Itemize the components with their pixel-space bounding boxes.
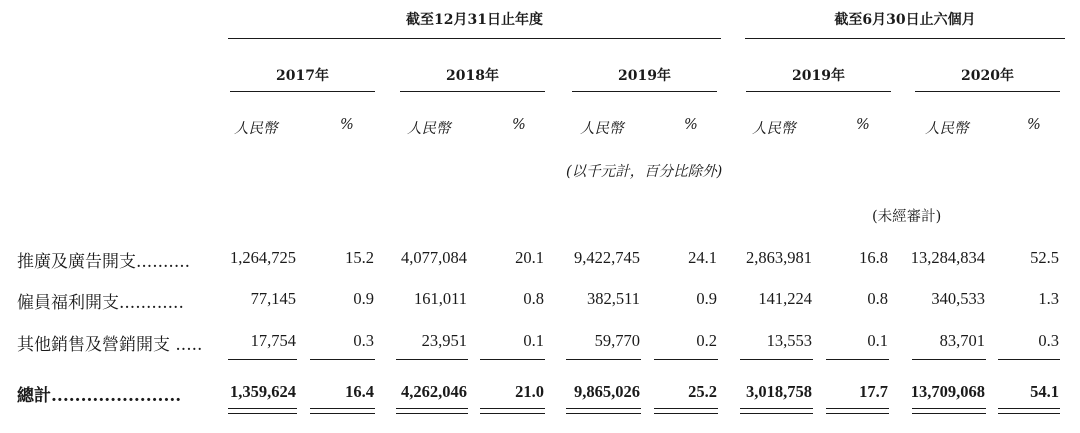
employee-benefit-cell: 0.8	[523, 289, 544, 308]
year-2018: 2018年	[446, 68, 499, 84]
other-selling-marketing-cell: 13,553	[766, 331, 812, 350]
promotion-advertising-label: 推廣及廣告開支..........	[17, 252, 191, 272]
header-half-year: 截至6月30日止六個月	[834, 12, 976, 28]
header-fiscal-year: 截至12月31日止年度	[406, 12, 543, 28]
promotion-advertising-cell: 2,863,981	[746, 248, 812, 267]
year-rule-2020-hy	[915, 91, 1060, 92]
subtotal-rule	[912, 359, 986, 360]
year-rule-2018	[400, 91, 545, 92]
subtotal-rule	[740, 359, 813, 360]
other-selling-marketing-cell: 0.2	[696, 331, 717, 350]
other-selling-marketing-cell: 0.1	[523, 331, 544, 350]
unit-rmb-2020-hy: 人民幣	[925, 121, 969, 137]
year-rule-2017	[230, 91, 375, 92]
total-double-rule	[654, 408, 718, 414]
subtotal-rule	[396, 359, 468, 360]
promotion-advertising-cell: 1,264,725	[230, 248, 296, 267]
employee-benefit-cell: 340,533	[931, 289, 985, 308]
subtotal-rule	[654, 359, 718, 360]
other-selling-marketing-cell: 17,754	[250, 331, 296, 350]
employee-benefit-cell: 77,145	[250, 289, 296, 308]
other-selling-marketing-cell: 83,701	[939, 331, 985, 350]
note-unaudited: (未經審計)	[872, 209, 942, 225]
header-half-year-rule	[745, 38, 1065, 39]
total-double-rule	[998, 408, 1060, 414]
promotion-advertising-cell: 20.1	[515, 248, 544, 267]
employee-benefit-cell: 141,224	[758, 289, 812, 308]
promotion-advertising-cell: 24.1	[688, 248, 717, 267]
other-selling-marketing-cell: 0.3	[353, 331, 374, 350]
total-cell: 21.0	[515, 382, 544, 401]
promotion-advertising-cell: 16.8	[859, 248, 888, 267]
total-double-rule	[826, 408, 889, 414]
subtotal-rule	[826, 359, 889, 360]
year-2020-hy: 2020年	[961, 68, 1014, 84]
other-selling-marketing-cell: 0.1	[867, 331, 888, 350]
year-2019-fy: 2019年	[618, 68, 671, 84]
note-thousands: (以千元計，百分比除外)	[566, 164, 723, 180]
promotion-advertising-cell: 13,284,834	[910, 248, 985, 267]
other-selling-marketing-cell: 0.3	[1038, 331, 1059, 350]
employee-benefit-cell: 0.9	[353, 289, 374, 308]
employee-benefit-label: 僱員福利開支............	[17, 293, 184, 313]
subtotal-rule	[480, 359, 545, 360]
unit-pct-2020-hy: %	[1027, 117, 1041, 133]
other-selling-marketing-label: 其他銷售及營銷開支 .....	[17, 335, 203, 355]
total-double-rule	[228, 408, 297, 414]
total-cell: 13,709,068	[910, 382, 985, 401]
promotion-advertising-cell: 4,077,084	[401, 248, 467, 267]
unit-rmb-2019-fy: 人民幣	[580, 121, 624, 137]
total-cell: 1,359,624	[230, 382, 296, 401]
promotion-advertising-cell: 52.5	[1030, 248, 1059, 267]
subtotal-rule	[998, 359, 1060, 360]
year-2017: 2017年	[276, 68, 329, 84]
total-double-rule	[480, 408, 545, 414]
unit-pct-2019-fy: %	[684, 117, 698, 133]
subtotal-rule	[310, 359, 375, 360]
unit-pct-2017: %	[340, 117, 354, 133]
total-cell: 25.2	[688, 382, 717, 401]
year-rule-2019-hy	[746, 91, 891, 92]
employee-benefit-cell: 0.9	[696, 289, 717, 308]
employee-benefit-cell: 161,011	[413, 289, 467, 308]
employee-benefit-cell: 0.8	[867, 289, 888, 308]
total-cell: 4,262,046	[401, 382, 467, 401]
subtotal-rule	[566, 359, 641, 360]
total-label: 總計......................	[17, 386, 182, 406]
employee-benefit-cell: 1.3	[1038, 289, 1059, 308]
total-double-rule	[912, 408, 986, 414]
total-cell: 16.4	[345, 382, 374, 401]
subtotal-rule	[228, 359, 297, 360]
employee-benefit-cell: 382,511	[586, 289, 640, 308]
header-fiscal-year-rule	[228, 38, 721, 39]
total-cell: 9,865,026	[574, 382, 640, 401]
total-cell: 17.7	[859, 382, 888, 401]
unit-rmb-2018: 人民幣	[407, 121, 451, 137]
year-rule-2019-fy	[572, 91, 717, 92]
other-selling-marketing-cell: 59,770	[594, 331, 640, 350]
promotion-advertising-cell: 9,422,745	[574, 248, 640, 267]
total-double-rule	[740, 408, 813, 414]
promotion-advertising-cell: 15.2	[345, 248, 374, 267]
unit-rmb-2017: 人民幣	[234, 121, 278, 137]
total-double-rule	[566, 408, 641, 414]
other-selling-marketing-cell: 23,951	[421, 331, 467, 350]
unit-pct-2019-hy: %	[856, 117, 870, 133]
unit-rmb-2019-hy: 人民幣	[752, 121, 796, 137]
year-2019-hy: 2019年	[792, 68, 845, 84]
total-double-rule	[310, 408, 375, 414]
total-double-rule	[396, 408, 468, 414]
total-cell: 3,018,758	[746, 382, 812, 401]
total-cell: 54.1	[1030, 382, 1059, 401]
unit-pct-2018: %	[512, 117, 526, 133]
